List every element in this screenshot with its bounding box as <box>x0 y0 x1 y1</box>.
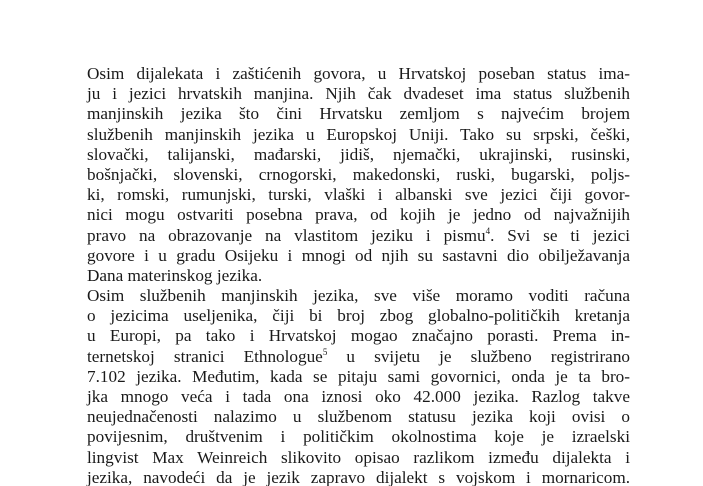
text-line: povijesnim, društvenim i političkim okolnostima koje je izraelski <box>87 427 630 447</box>
text-line: neujednačenosti nalazimo u službenom statusu jezika koji ovisi o <box>87 407 630 427</box>
text-line: govore i u gradu Osijeku i mnogi od njih su sastavni dio obilježavanja <box>87 245 630 265</box>
text-line: o jezicima useljenika, čiji bi broj zbog globalno-političkih kretanja <box>87 306 630 326</box>
text-segment: u svijetu je službeno registrirano <box>327 346 631 366</box>
text-line: ki, romski, rumunjski, turski, vlaški i albanski sve jezici čiji govor- <box>87 185 630 205</box>
text-segment: . Svi se ti jezici <box>490 225 630 245</box>
text-segment: pravo na obrazovanje na vlastitom jeziku i pismu <box>87 225 486 245</box>
text-line: službenih manjinskih jezika u Europskoj Uniji. Tako su srpski, češki, <box>87 124 630 144</box>
footnote-marker: 5 <box>322 346 328 357</box>
paragraph <box>87 64 630 286</box>
text-segment: ternetskoj stranici Ethnologue <box>87 346 323 366</box>
text-line: Osim službenih manjinskih jezika, sve više moramo voditi računa <box>87 286 630 306</box>
text-line: Osim dijalekata i zaštićenih govora, u Hrvatskoj poseban status ima- <box>87 64 630 83</box>
text-line: manjinskih jezika što čini Hrvatsku zemljom s najvećim brojem <box>87 104 630 124</box>
text-line: u Europi, pa tako i Hrvatskoj mogao značajno porasti. Prema in- <box>87 326 630 346</box>
text-line: nici mogu ostvariti posebna prava, od kojih je jedno od najvažnijih <box>87 205 630 225</box>
text-line: ju i jezici hrvatskih manjina. Njih čak dvadeset ima status službenih <box>87 84 630 104</box>
text-line: 7.102 jezika. Međutim, kada se pitaju sami govornici, onda je ta bro- <box>87 366 630 386</box>
text-line <box>87 347 630 367</box>
text-line: jezika, navodeći da je jezik zapravo dijalekt s vojskom i mornaricom. <box>87 467 630 486</box>
text-line: jka mnogo veća i tada ona iznosi oko 42.000 jezika. Razlog takve <box>87 387 630 406</box>
text-line: Dana materinskog jezika. <box>87 265 263 285</box>
paragraph <box>87 286 630 486</box>
footnote-marker: 4 <box>485 225 491 236</box>
text-line <box>87 226 630 246</box>
body-text <box>87 64 630 486</box>
text-line: lingvist Max Weinreich slikovito opisao razlikom između dijalekta i <box>87 447 630 467</box>
text-line: slovački, talijanski, mađarski, jidiš, njemački, ukrajinski, rusinski, <box>87 144 630 164</box>
text-line: bošnjački, slovenski, crnogorski, makedonski, ruski, bugarski, poljs- <box>87 164 630 184</box>
